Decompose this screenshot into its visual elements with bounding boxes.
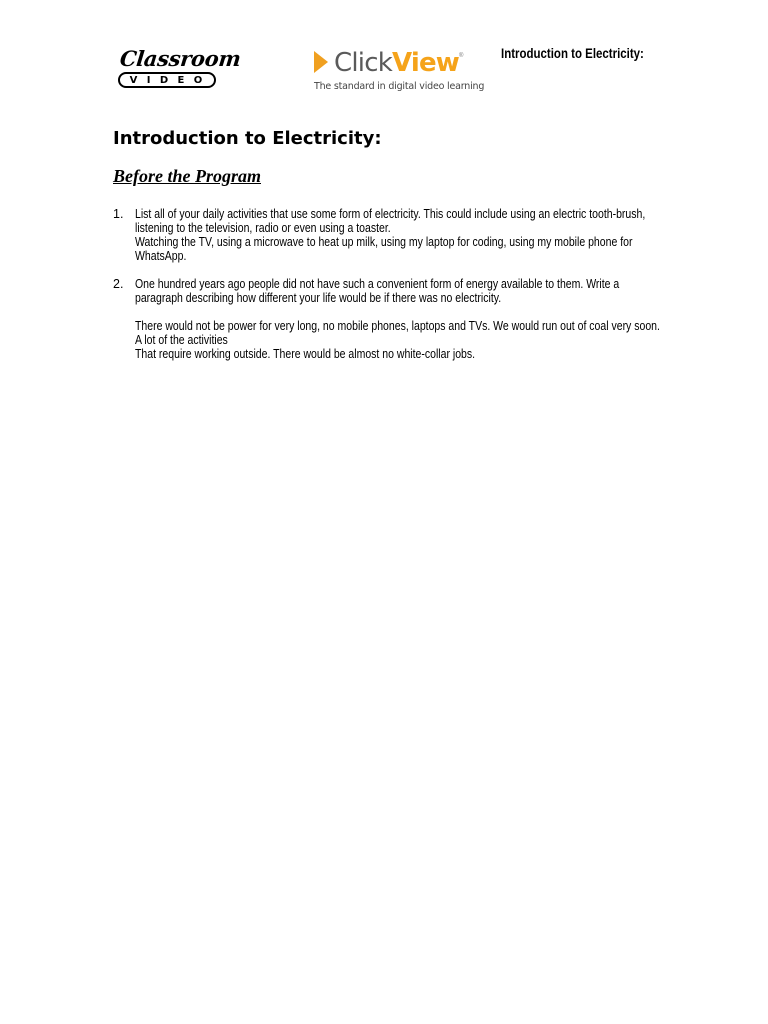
answer-line: A lot of the activities bbox=[135, 333, 228, 347]
question-prompt-line: listening to the television, radio or even using a toaster. bbox=[135, 221, 391, 235]
answer-line: WhatsApp. bbox=[135, 249, 187, 263]
clickview-logo bbox=[312, 46, 485, 96]
clickview-brand bbox=[334, 46, 459, 80]
page-header bbox=[0, 0, 768, 110]
classroom-logo-word: Classroom bbox=[118, 46, 242, 71]
pill-letter: V bbox=[129, 74, 140, 86]
pill-letter: E bbox=[177, 74, 187, 86]
question-prompt-line: One hundred years ago people did not have such a convenient form of energy available to them. Write a bbox=[135, 277, 620, 291]
section-heading: Before the Program bbox=[113, 166, 261, 186]
pill-letter: I bbox=[146, 74, 153, 86]
header-title: Introduction to Electricity: bbox=[501, 45, 644, 61]
question-number: 2. bbox=[113, 277, 124, 291]
list-item bbox=[113, 207, 673, 263]
question-number: 1. bbox=[113, 207, 124, 221]
classroom-logo-video-pill bbox=[118, 72, 216, 88]
pill-letter: D bbox=[159, 74, 171, 86]
classroom-video-logo bbox=[116, 46, 242, 92]
question-prompt-line: List all of your daily activities that use some form of electricity. This could include using an electric tooth-brush, bbox=[135, 207, 646, 221]
clickview-brand-view: View bbox=[391, 48, 459, 78]
answer-line: That require working outside. There would be almost no white-collar jobs. bbox=[135, 347, 476, 361]
blank-line bbox=[135, 305, 673, 319]
answer-line: There would not be power for very long, no mobile phones, laptops and TVs. We would run out of coal very soon. bbox=[135, 319, 660, 333]
play-arrow-icon bbox=[314, 51, 328, 73]
pill-letter: O bbox=[193, 74, 205, 86]
question-prompt-line: paragraph describing how different your life would be if there was no electricity. bbox=[135, 291, 502, 305]
answer-line: Watching the TV, using a microwave to heat up milk, using my laptop for coding, using my mobile phone for bbox=[135, 235, 633, 249]
clickview-tagline: The standard in digital video learning bbox=[314, 81, 485, 92]
list-item bbox=[113, 277, 673, 361]
registered-mark: ® bbox=[459, 53, 464, 59]
clickview-brand-click: Click bbox=[334, 48, 392, 78]
page-title: Introduction to Electricity: bbox=[113, 128, 382, 149]
question-list bbox=[113, 207, 673, 361]
